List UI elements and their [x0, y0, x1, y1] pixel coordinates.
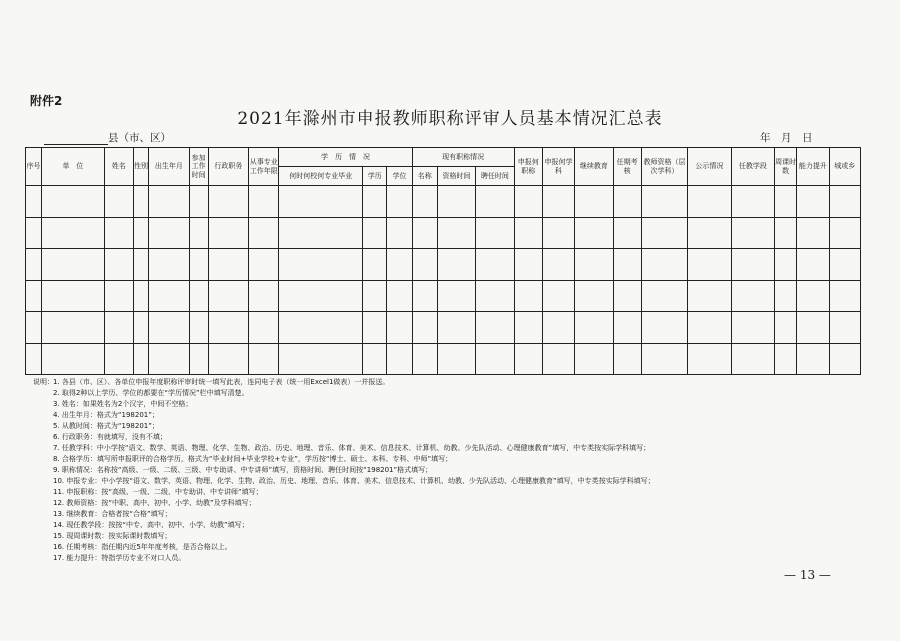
col-ability: 能力提升	[797, 148, 829, 186]
table-cell	[688, 249, 731, 281]
header-row-1	[26, 148, 861, 167]
table-cell	[134, 217, 149, 249]
note-item: 1. 各县（市、区）、各单位申报年度职称评审时统一填写此表，连同电子表（统一用Excel1做表）一并报送。	[53, 378, 390, 386]
table-cell	[42, 280, 105, 312]
notes-section	[33, 377, 873, 564]
attachment-label: 附件2	[30, 94, 63, 108]
table-cell	[412, 249, 437, 281]
table-cell	[279, 217, 363, 249]
table-cell	[542, 249, 574, 281]
col-current-title: 现有职称情况	[412, 148, 514, 167]
table-cell	[688, 343, 731, 375]
table-cell	[249, 186, 279, 218]
table-cell	[613, 249, 641, 281]
note-item: 4. 出生年月：格式为“198201”；	[53, 411, 159, 419]
notes-row	[33, 498, 873, 509]
county-line	[44, 130, 171, 145]
table-cell	[42, 343, 105, 375]
table-cell	[575, 186, 613, 218]
col-weekly-hours: 周课时数	[775, 148, 797, 186]
table-cell	[613, 343, 641, 375]
note-item: 16. 任期考核：指任期内近5年年度考核，是否合格以上。	[53, 543, 232, 551]
table-cell	[412, 312, 437, 344]
table-cell	[189, 343, 208, 375]
notes-row	[33, 542, 873, 553]
table-cell	[613, 186, 641, 218]
notes-row	[33, 377, 873, 388]
table-cell	[797, 312, 829, 344]
table-cell	[249, 280, 279, 312]
table-cell	[775, 343, 797, 375]
table-cell	[387, 186, 412, 218]
table-cell	[514, 186, 542, 218]
table-cell	[26, 186, 42, 218]
table-row	[26, 343, 861, 375]
table-cell	[476, 312, 514, 344]
col-apply-title: 申报何职称	[514, 148, 542, 186]
table-cell	[134, 186, 149, 218]
table-cell	[542, 186, 574, 218]
note-item: 6. 行政职务：有就填写，没有不填；	[53, 433, 167, 441]
table-cell	[829, 343, 860, 375]
table-cell	[542, 343, 574, 375]
table-cell	[149, 217, 189, 249]
table-cell	[189, 186, 208, 218]
notes-row	[33, 410, 873, 421]
table-row	[26, 249, 861, 281]
notes-row	[33, 443, 873, 454]
table-cell	[688, 312, 731, 344]
note-item: 12. 教师资格：按“中职、高中、初中、小学、幼教”及学科填写；	[53, 499, 256, 507]
table-cell	[42, 217, 105, 249]
note-item: 15. 现周课时数：按实际课时数填写；	[53, 532, 172, 540]
table-cell	[641, 312, 687, 344]
col-work-start: 参加工作时间	[189, 148, 208, 186]
summary-table	[25, 147, 861, 375]
table-cell	[104, 186, 133, 218]
notes-row	[33, 531, 873, 542]
note-item: 2. 取得2种以上学历、学位的都要在“学历情况”栏中填写清楚。	[53, 389, 249, 397]
table-cell	[437, 186, 475, 218]
table-cell	[189, 280, 208, 312]
note-item: 8. 合格学历：填写所申报职评的合格学历，格式为“毕业时间+毕业学校+专业”，学历按“博士、硕士、本科、专科、中师”填写；	[53, 455, 453, 463]
table-cell	[279, 343, 363, 375]
table-cell	[575, 280, 613, 312]
table-cell	[575, 312, 613, 344]
table-cell	[775, 312, 797, 344]
table-cell	[437, 280, 475, 312]
table-cell	[476, 249, 514, 281]
notes-row	[33, 487, 873, 498]
col-publicity: 公示情况	[688, 148, 731, 186]
table-cell	[437, 312, 475, 344]
notes-row	[33, 553, 873, 564]
table-cell	[829, 312, 860, 344]
table-cell	[476, 343, 514, 375]
table-cell	[387, 217, 412, 249]
table-cell	[363, 343, 387, 375]
note-item: 3. 姓名：如果姓名为2个汉字，中间不空格；	[53, 400, 193, 408]
table-cell	[575, 217, 613, 249]
table-cell	[775, 217, 797, 249]
table-cell	[42, 249, 105, 281]
table-cell	[279, 186, 363, 218]
table-cell	[688, 217, 731, 249]
table-cell	[797, 217, 829, 249]
col-education: 学 历 情 况	[279, 148, 412, 167]
table-cell	[149, 249, 189, 281]
note-item: 14. 现任教学段：按按“中专、高中、初中、小学、幼教”填写；	[53, 521, 249, 529]
table-cell	[514, 249, 542, 281]
note-item: 10. 申报专业：中小学按“语文、数学、英语、物理、化学、生物、政治、历史、地理、音乐、体育、美术、信息技术、计算机、幼教、少先队活动、心理健康教育”填写，中专类按实际学科填写；	[53, 477, 655, 485]
table-cell	[26, 217, 42, 249]
table-cell	[104, 217, 133, 249]
notes-label: 说明：	[33, 378, 54, 386]
col-title-name: 名称	[412, 167, 437, 186]
table-cell	[208, 343, 248, 375]
table-cell	[412, 217, 437, 249]
col-title-appoint-time: 聘任时间	[476, 167, 514, 186]
table-cell	[775, 249, 797, 281]
col-edu-graduation: 何时何校何专业毕业	[279, 167, 363, 186]
table-cell	[149, 186, 189, 218]
table-cell	[279, 280, 363, 312]
table-cell	[437, 249, 475, 281]
col-index: 序号	[26, 148, 42, 186]
table-cell	[688, 186, 731, 218]
col-teaching-stage: 任教学段	[731, 148, 774, 186]
date-label: 年 月 日	[760, 132, 813, 144]
notes-row	[33, 476, 873, 487]
table-cell	[797, 249, 829, 281]
table-cell	[437, 217, 475, 249]
table-cell	[641, 280, 687, 312]
notes-row	[33, 509, 873, 520]
table-cell	[149, 343, 189, 375]
table-cell	[613, 280, 641, 312]
table-cell	[797, 280, 829, 312]
table-cell	[42, 186, 105, 218]
table-cell	[363, 312, 387, 344]
table-cell	[731, 312, 774, 344]
note-item: 7. 任教学科：中小学按“语文、数学、英语、物理、化学、生物、政治、历史、地理、音乐、体育、美术、信息技术、计算机、幼教、少先队活动、心理健康教育”填写，中专类按实际学科填写；	[53, 444, 651, 452]
table-cell	[476, 280, 514, 312]
col-title-qualify-time: 资格时间	[437, 167, 475, 186]
table-cell	[514, 280, 542, 312]
table-cell	[249, 217, 279, 249]
notes-row	[33, 465, 873, 476]
col-edu-degree-level: 学历	[363, 167, 387, 186]
table-cell	[387, 249, 412, 281]
table-cell	[104, 280, 133, 312]
table-cell	[208, 186, 248, 218]
table-cell	[134, 280, 149, 312]
table-cell	[412, 280, 437, 312]
table-cell	[104, 249, 133, 281]
table-cell	[387, 312, 412, 344]
table-cell	[542, 217, 574, 249]
table-cell	[775, 186, 797, 218]
note-item: 11. 申报职称：按“高级、一级、二级、中专助讲、中专讲师”填写；	[53, 488, 263, 496]
note-item: 17. 能力提升：特指学历专业不对口人员。	[53, 554, 186, 562]
table-cell	[149, 312, 189, 344]
table-cell	[731, 249, 774, 281]
county-label: 县（市、区）	[108, 132, 171, 144]
col-years: 从事专业工作年限	[249, 148, 279, 186]
table-cell	[134, 343, 149, 375]
table-cell	[412, 186, 437, 218]
table-cell	[731, 186, 774, 218]
table-cell	[189, 249, 208, 281]
table-cell	[249, 343, 279, 375]
notes-row	[33, 399, 873, 410]
table-cell	[208, 312, 248, 344]
table-cell	[279, 249, 363, 281]
page-number: — 13 —	[784, 568, 831, 582]
col-edu-degree: 学位	[387, 167, 412, 186]
table-cell	[688, 280, 731, 312]
table-body	[26, 186, 861, 375]
col-name: 姓名	[104, 148, 133, 186]
col-unit: 单 位	[42, 148, 105, 186]
table-cell	[797, 186, 829, 218]
county-blank	[44, 133, 108, 145]
table-cell	[363, 217, 387, 249]
table-row	[26, 217, 861, 249]
table-cell	[104, 312, 133, 344]
table-cell	[208, 217, 248, 249]
notes-row	[33, 520, 873, 531]
col-teacher-cert: 教师资格（层次学科）	[641, 148, 687, 186]
table-row	[26, 280, 861, 312]
table-cell	[613, 312, 641, 344]
table-row	[26, 312, 861, 344]
table-cell	[829, 186, 860, 218]
table-cell	[731, 280, 774, 312]
table-cell	[26, 343, 42, 375]
table-cell	[775, 280, 797, 312]
table-cell	[189, 312, 208, 344]
table-cell	[731, 343, 774, 375]
col-admin-post: 行政职务	[208, 148, 248, 186]
note-item: 13. 继续教育：合格者按“合格”填写；	[53, 510, 172, 518]
table-cell	[387, 280, 412, 312]
table-cell	[149, 280, 189, 312]
table-cell	[829, 249, 860, 281]
note-item: 5. 从教时间：格式为“198201”；	[53, 422, 159, 430]
table-cell	[363, 280, 387, 312]
table-cell	[829, 280, 860, 312]
table-cell	[641, 343, 687, 375]
table-cell	[731, 217, 774, 249]
table-cell	[134, 312, 149, 344]
table-cell	[575, 249, 613, 281]
note-item: 9. 职称情况：名称按“高级、一级、二级、三级、中专助讲、中专讲师”填写，资格时间、聘任时间按“198201”格式填写；	[53, 466, 433, 474]
col-term-review: 任期考核	[613, 148, 641, 186]
table-cell	[104, 343, 133, 375]
table-cell	[249, 249, 279, 281]
notes-row	[33, 454, 873, 465]
table-cell	[208, 280, 248, 312]
notes-row	[33, 432, 873, 443]
table-cell	[279, 312, 363, 344]
col-apply-subject: 申报何学科	[542, 148, 574, 186]
col-continuing-edu: 继续教育	[575, 148, 613, 186]
col-urban-rural: 城或乡	[829, 148, 860, 186]
table-cell	[542, 280, 574, 312]
table-cell	[514, 343, 542, 375]
page-title: 2021年滁州市申报教师职称评审人员基本情况汇总表	[237, 109, 663, 129]
table-cell	[641, 249, 687, 281]
table-cell	[797, 343, 829, 375]
table-cell	[575, 343, 613, 375]
table-cell	[249, 312, 279, 344]
table-cell	[134, 249, 149, 281]
table-cell	[363, 186, 387, 218]
table-cell	[476, 217, 514, 249]
table-cell	[42, 312, 105, 344]
table-cell	[641, 186, 687, 218]
table-cell	[26, 249, 42, 281]
table-cell	[363, 249, 387, 281]
table-cell	[542, 312, 574, 344]
table-cell	[208, 249, 248, 281]
table-cell	[437, 343, 475, 375]
table-cell	[189, 217, 208, 249]
table-cell	[476, 186, 514, 218]
col-birth: 出生年月	[149, 148, 189, 186]
col-gender: 性别	[134, 148, 149, 186]
table-cell	[514, 312, 542, 344]
notes-row	[33, 388, 873, 399]
notes-row	[33, 421, 873, 432]
table-cell	[412, 343, 437, 375]
table-cell	[641, 217, 687, 249]
table-cell	[387, 343, 412, 375]
table-cell	[514, 217, 542, 249]
table-cell	[26, 312, 42, 344]
table-row	[26, 186, 861, 218]
table-cell	[26, 280, 42, 312]
table-cell	[613, 217, 641, 249]
table-cell	[829, 217, 860, 249]
